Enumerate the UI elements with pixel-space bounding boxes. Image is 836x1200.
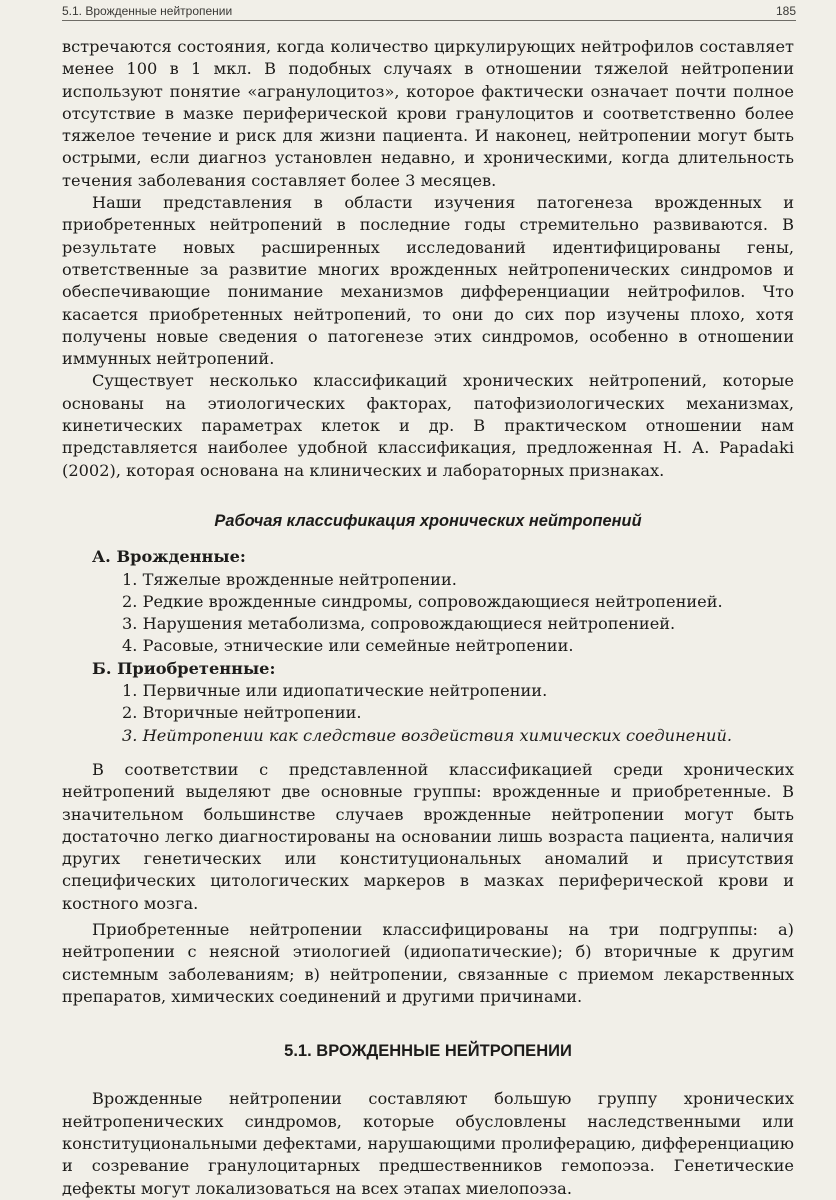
- list-item: 2. Редкие врожденные синдромы, сопровождающиеся нейтропенией.: [122, 591, 723, 611]
- list-item: 2. Вторичные нейтропении.: [122, 703, 362, 723]
- page-number: 185: [775, 4, 796, 18]
- paragraph: Врожденные нейтропении составляют большую группу хронических нейтропенических синдромов, которые обусловлены наследственными или конституциональными дефектами, нарушающими пролиферацию, дифференциацию и созревание гранулоцитарных предшественников гемопоэза. Генетические дефекты могут локализоваться на всех этапах миелопоэза.: [62, 1089, 794, 1198]
- paragraph: В соответствии с представленной классификацией среди хронических нейтропений выделяют две основные группы: врожденные и приобретенные. В значительном большинстве случаев врожденные нейтропении могут быть достаточно легко диагностированы на основании лишь возраста пациента, наличия других генетических или конституциональных аномалий и присутствия специфических цитологических маркеров в мазках периферической крови и костного мозга.: [62, 759, 794, 913]
- paragraph: Существует несколько классификаций хронических нейтропений, которые основаны на этиологических факторах, патофизиологических механизмах, кинетических параметрах клеток и др. В практическом отношении нам представляется наиболее удобной классификация, предложенная Н. А. Papadaki (2002), которая основана на клинических и лабораторных признаках.: [62, 371, 794, 480]
- running-title: 5.1. Врожденные нейтропении: [62, 4, 233, 18]
- chapter-heading: 5.1. ВРОЖДЕННЫЕ НЕЙТРОПЕНИИ: [284, 1042, 572, 1061]
- classification-list: [92, 680, 794, 747]
- list-item: 1. Первичные или идиопатические нейтропении.: [122, 681, 548, 701]
- page-body: [62, 36, 794, 1200]
- paragraph: встречаются состояния, когда количество циркулирующих нейтрофилов составляет менее 100 в 1 мкл. В подобных случаях в отношении тяжелой нейтропении используют понятие «агранулоцитоз», которое фактически означает почти полное отсутствие в мазке периферической крови гранулоцитов и соответственно более тяжелое течение и риск для жизни пациента. И наконец, нейтропении могут быть острыми, если диагноз установлен недавно, и хроническими, когда длительность течения заболевания составляет более 3 месяцев.: [62, 37, 794, 190]
- classification-group-acquired: [92, 658, 794, 747]
- list-item: 3. Нейтропении как следствие воздействия химических соединений.: [122, 725, 733, 745]
- running-header: [62, 0, 796, 21]
- paragraph: Приобретенные нейтропении классифицированы на три подгруппы: а) нейтропении с неясной этиологией (идиопатические); б) вторичные к другим системным заболеваниям; в) нейтропении, связанные с приемом лекарственных препаратов, химических соединений и другими причинами.: [62, 919, 794, 1006]
- group-label: Б. Приобретенные:: [92, 658, 276, 678]
- paragraph: Наши представления в области изучения патогенеза врожденных и приобретенных нейтропений в последние годы стремительно развиваются. В результате новых расширенных исследований идентифицированы гены, ответственные за развитие многих врожденных нейтропенических синдромов и обеспечивающие понимание механизмов дифференциации нейтрофилов. Что касается приобретенных нейтропений, то они до сих пор изучены плохо, хотя получены новые сведения о патогенезе этих синдромов, особенно в отношении иммунных нейтропений.: [62, 193, 794, 369]
- list-item: 4. Расовые, этнические или семейные нейтропении.: [122, 636, 574, 656]
- list-item: 3. Нарушения метаболизма, сопровождающиеся нейтропенией.: [122, 614, 676, 634]
- classification-title: Рабочая классификация хронических нейтропений: [214, 511, 642, 530]
- classification-list: [92, 569, 794, 658]
- list-item: 1. Тяжелые врожденные нейтропении.: [122, 569, 457, 589]
- classification-group-congenital: [92, 546, 794, 657]
- group-label: А. Врожденные:: [92, 547, 246, 567]
